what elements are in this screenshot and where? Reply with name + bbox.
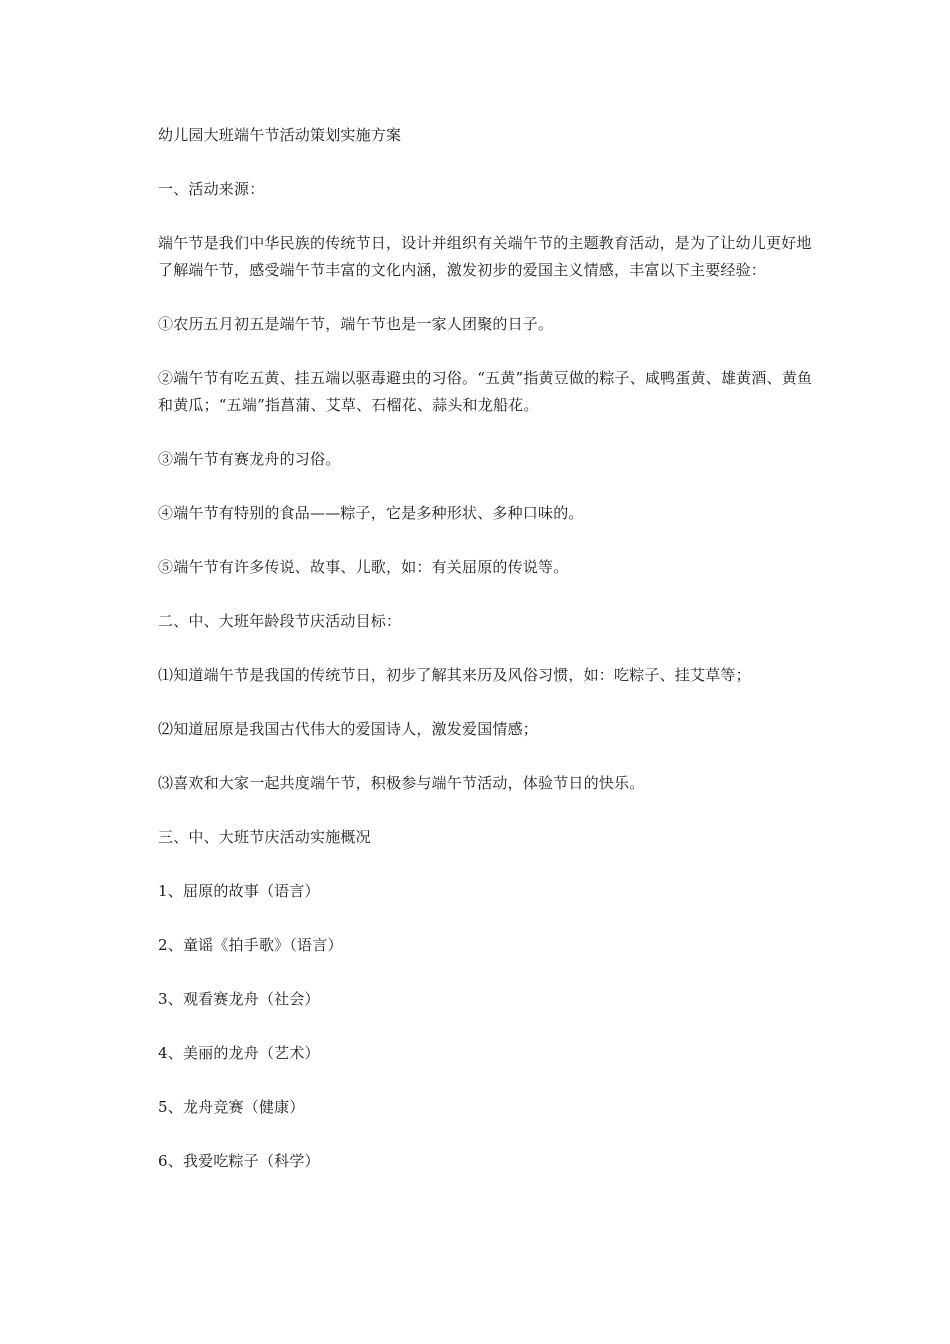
paragraph: 端午节是我们中华民族的传统节日，设计并组织有关端午节的主题教育活动，是为了让幼儿更好地了解端午节，感受端午节丰富的文化内涵，激发初步的爱国主义情感，丰富以下主要经验： [158, 234, 812, 279]
list-item: 1、屈原的故事（语言） [158, 882, 320, 900]
section-heading: 三、中、大班节庆活动实施概况 [158, 828, 371, 846]
list-item: 5、龙舟竞赛（健康） [158, 1098, 305, 1116]
list-item: ⑶喜欢和大家一起共度端午节，积极参与端午节活动，体验节日的快乐。 [158, 774, 645, 792]
document-body [158, 122, 818, 1175]
list-item: 3、观看赛龙舟（社会） [158, 990, 320, 1008]
list-item: ⑴知道端午节是我国的传统节日，初步了解其来历及风俗习惯，如：吃粽子、挂艾草等； [158, 666, 751, 684]
document-title: 幼儿园大班端午节活动策划实施方案 [158, 126, 402, 144]
list-item: 6、我爱吃粽子（科学） [158, 1152, 320, 1170]
list-item: 2、童谣《拍手歌》（语言） [158, 936, 343, 954]
list-item: ②端午节有吃五黄、挂五端以驱毒避虫的习俗。“五黄”指黄豆做的粽子、咸鸭蛋黄、雄黄酒、黄鱼和黄瓜；“五端”指菖蒲、艾草、石榴花、蒜头和龙船花。 [158, 369, 813, 414]
list-item: ⑤端午节有许多传说、故事、儿歌，如：有关屈原的传说等。 [158, 558, 569, 576]
section-heading: 二、中、大班年龄段节庆活动目标： [158, 612, 402, 630]
list-item: 4、美丽的龙舟（艺术） [158, 1044, 320, 1062]
list-item: ③端午节有赛龙舟的习俗。 [158, 450, 341, 468]
section-heading: 一、活动来源： [158, 180, 265, 198]
list-item: ①农历五月初五是端午节，端午节也是一家人团聚的日子。 [158, 315, 554, 333]
list-item: ④端午节有特别的食品——粽子，它是多种形状、多种口味的。 [158, 504, 584, 522]
list-item: ⑵知道屈原是我国古代伟大的爱国诗人，激发爱国情感； [158, 720, 539, 738]
